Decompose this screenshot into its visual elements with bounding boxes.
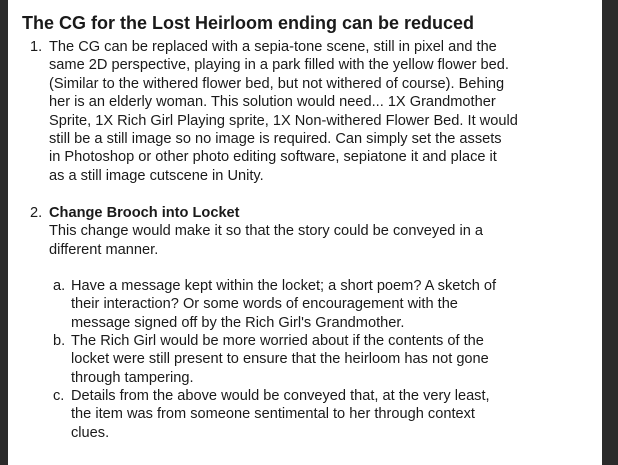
item-1-line: in Photoshop or other photo editing software, sepiatone it and place it — [49, 149, 497, 166]
item-1-number: 1. — [30, 39, 43, 55]
section-heading: The CG for the Lost Heirloom ending can be reduced — [22, 13, 475, 33]
subitem-c-line: clues. — [71, 424, 110, 441]
item-2-text — [49, 204, 483, 259]
subitem-b-letter: b. — [53, 333, 66, 349]
subitem-a-line: Have a message kept within the locket; a short poem? A sketch of — [71, 278, 497, 294]
item-1-line: as a still image cutscene in Unity. — [49, 167, 264, 184]
item-1-line: still be a still image so no image is required. Can simply set the assets — [49, 131, 502, 148]
subitem-b-text — [71, 332, 489, 387]
subitem-b-line: The Rich Girl would be more worried about if the contents of the — [71, 333, 484, 349]
item-2-number: 2. — [30, 205, 43, 221]
subitem-c-text — [71, 387, 490, 442]
item-1-line: The CG can be replaced with a sepia-tone scene, still in pixel and the — [49, 39, 497, 55]
item-2-title: Change Brooch into Locket — [49, 205, 240, 221]
subitem-a-letter: a. — [53, 278, 66, 294]
subitem-b-line: locket were still present to ensure that the heirloom has not gone — [71, 351, 489, 368]
subitem-b-line: through tampering. — [71, 369, 194, 386]
item-1-line: Sprite, 1X Rich Girl Playing sprite, 1X Non-withered Flower Bed. It would — [49, 112, 518, 129]
item-2-line: different manner. — [49, 241, 159, 258]
subitem-a-text — [71, 277, 496, 332]
subitem-c-letter: c. — [53, 388, 65, 404]
subitem-a-line: their interaction? Or some words of encouragement with the — [71, 296, 458, 313]
document-page — [8, 0, 602, 465]
item-2-line: This change would make it so that the story could be conveyed in a — [49, 223, 484, 240]
subitem-c-line: Details from the above would be conveyed that, at the very least, — [71, 388, 490, 404]
item-1-line: same 2D perspective, playing in a park filled with the yellow flower bed. — [49, 57, 509, 74]
item-1-line: her is an elderly woman. This solution would need... 1X Grandmother — [49, 94, 496, 111]
subitem-a-line: message signed off by the Rich Girl's Grandmother. — [71, 314, 405, 331]
item-1-line: (Similar to the withered flower bed, but not withered of course). Behing — [49, 75, 505, 92]
subitem-c-line: the item was from someone sentimental to her through context — [71, 406, 475, 423]
item-1-text — [49, 38, 518, 185]
